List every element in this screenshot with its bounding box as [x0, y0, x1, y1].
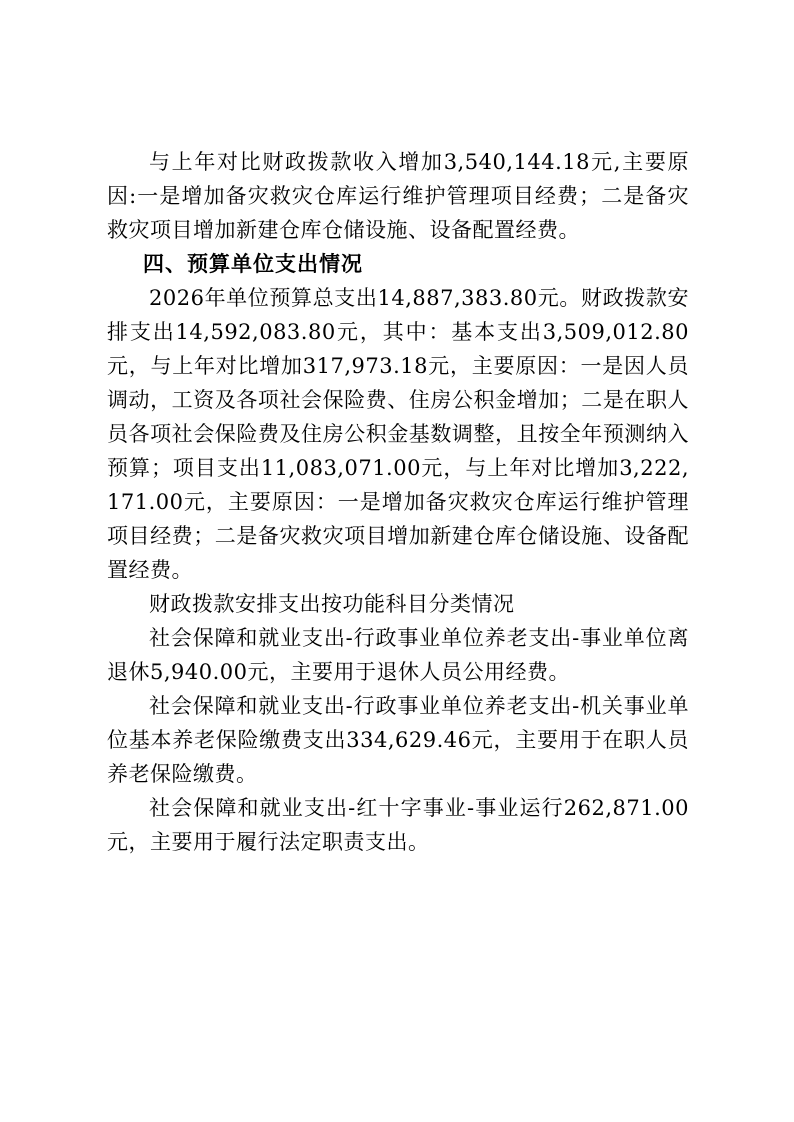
paragraph-pension-insurance: 社会保障和就业支出-行政事业单位养老支出-机关事业单位基本养老保险缴费支出334,629.46元，主要用于在职人员养老保险缴费。 — [107, 694, 689, 786]
document-body — [107, 145, 689, 859]
paragraph-retirement-expense: 社会保障和就业支出-行政事业单位养老支出-事业单位离退休5,940.00元，主要用于退休人员公用经费。 — [107, 626, 689, 684]
paragraph-functional-classification: 财政拨款安排支出按功能科目分类情况 — [149, 592, 515, 616]
paragraph-total-expenditure: 2026年单位预算总支出14,887,383.80元。财政拨款安排支出14,592,083.80元，其中：基本支出3,509,012.80元，与上年对比增加317,973.18元，主要原因：一是因人员调动，工资及各项社会保险费、住房公积金增加；二是在职人员各项社会保险费及住房公积金基数调整，且按全年预测纳入预算；项目支出11,083,071.00元，与上年对比增加3,222,171.00元，主要原因：一是增加备灾救灾仓库运行维护管理项目经费；二是备灾救灾项目增加新建仓库仓储设施、设备配置经费。 — [107, 286, 689, 582]
paragraph-revenue-increase: 与上年对比财政拨款收入增加3,540,144.18元,主要原因:一是增加备灾救灾仓库运行维护管理项目经费；二是备灾救灾项目增加新建仓库仓储设施、设备配置经费。 — [107, 150, 689, 242]
paragraph-red-cross-operation: 社会保障和就业支出-红十字事业-事业运行262,871.00元，主要用于履行法定职责支出。 — [107, 796, 689, 854]
section-heading-expenditure: 四、预算单位支出情况 — [143, 252, 363, 276]
